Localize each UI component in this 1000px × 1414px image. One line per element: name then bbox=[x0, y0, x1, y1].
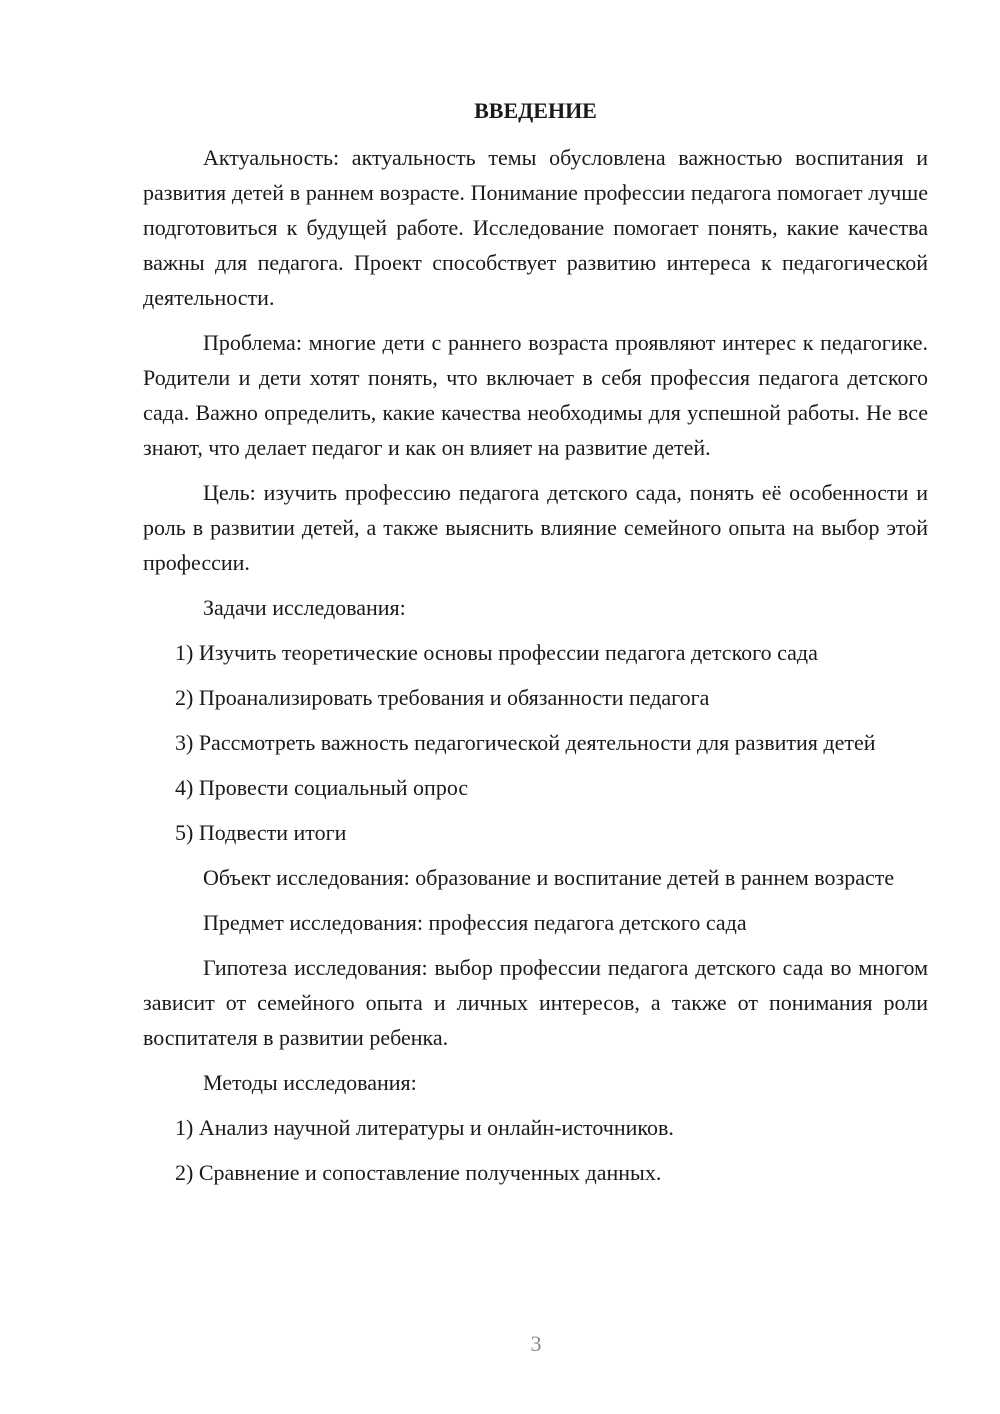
section-title: ВВЕДЕНИЕ bbox=[474, 98, 597, 123]
paragraph-object: Объект исследования: образование и воспитание детей в раннем возрасте bbox=[203, 865, 895, 890]
paragraph-relevance: Актуальность: актуальность темы обусловлена важностью воспитания и развития детей в раннем возрасте. Понимание профессии педагога помогает лучше подготовиться к будущей работе. Исследование помогает понять, какие качества важны для педагога. Проект способствует развитию интереса к педагогической деятельности. bbox=[143, 145, 928, 310]
document-body bbox=[143, 93, 928, 1200]
paragraph-hypothesis: Гипотеза исследования: выбор профессии педагога детского сада во многом зависит от семейного опыта и личных интересов, а также от понимания роли воспитателя в развитии ребенка. bbox=[143, 955, 928, 1050]
paragraph-problem: Проблема: многие дети с раннего возраста проявляют интерес к педагогике. Родители и дети хотят понять, что включает в себя профессия педагога детского сада. Важно определить, какие качества необходимы для успешной работы. Не все знают, что делает педагог и как он влияет на развитие детей. bbox=[143, 330, 928, 460]
task-item-1: 1) Изучить теоретические основы профессии педагога детского сада bbox=[175, 640, 818, 665]
task-item-5: 5) Подвести итоги bbox=[175, 820, 347, 845]
task-item-4: 4) Провести социальный опрос bbox=[175, 775, 469, 800]
paragraph-goal: Цель: изучить профессию педагога детского сада, понять её особенности и роль в развитии детей, а также выяснить влияние семейного опыта на выбор этой профессии. bbox=[143, 480, 928, 575]
method-item-1: 1) Анализ научной литературы и онлайн-источников. bbox=[175, 1115, 674, 1140]
method-item-2: 2) Сравнение и сопоставление полученных данных. bbox=[175, 1160, 662, 1185]
tasks-heading: Задачи исследования: bbox=[203, 595, 406, 620]
task-item-3: 3) Рассмотреть важность педагогической деятельности для развития детей bbox=[175, 730, 876, 755]
methods-heading: Методы исследования: bbox=[203, 1070, 417, 1095]
page-number: 3 bbox=[530, 1331, 542, 1356]
task-item-2: 2) Проанализировать требования и обязанности педагога bbox=[175, 685, 710, 710]
paragraph-subject: Предмет исследования: профессия педагога детского сада bbox=[203, 910, 747, 935]
